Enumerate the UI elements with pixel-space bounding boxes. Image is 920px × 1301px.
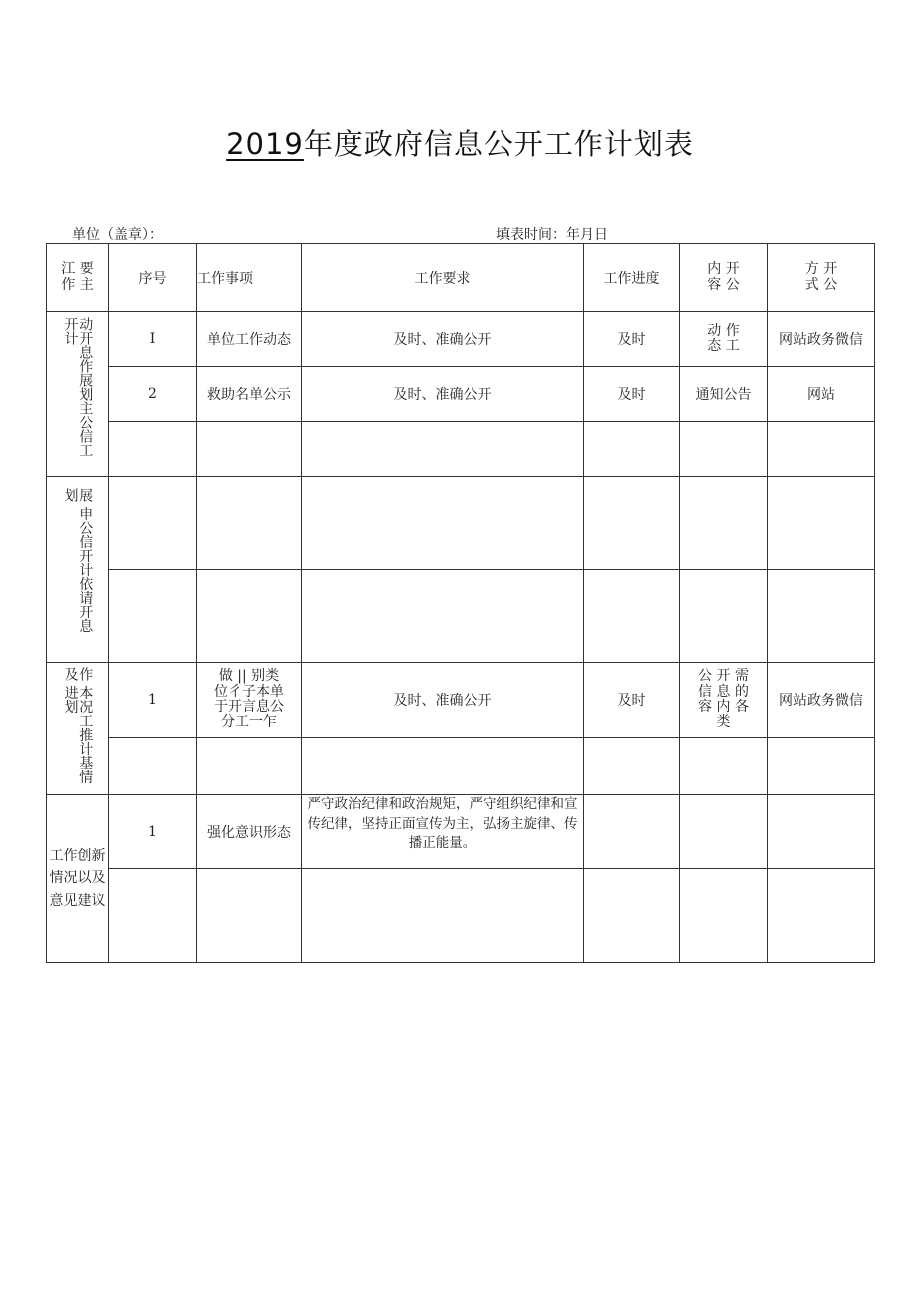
row-method: 网站政务微信 <box>768 663 875 738</box>
page-title <box>0 122 920 163</box>
row-seq: I <box>109 312 197 367</box>
row-progress: 及时 <box>584 367 680 422</box>
row-requirement: 及时、准确公开 <box>302 312 584 367</box>
date-label: 填表时间：年月日 <box>496 227 608 243</box>
row-method: 网站 <box>768 367 875 422</box>
row-content: 动 作 态 工 <box>680 312 768 367</box>
row-method: 网站政务微信 <box>768 312 875 367</box>
row-seq: 1 <box>109 795 197 869</box>
row-progress: 及时 <box>584 663 680 738</box>
table-row-empty <box>47 477 875 570</box>
section-2-category: 展 申公信开计依请开息 划 <box>47 477 109 663</box>
header-row <box>47 244 875 312</box>
row-content: 公 开 需 信 息 的 容 内 各 类 <box>680 663 768 738</box>
header-requirement: 工作要求 <box>302 244 584 312</box>
title-year: 2019 <box>226 127 304 161</box>
header-content: 内 开 容 公 <box>680 244 768 312</box>
row-content: 通知公告 <box>680 367 768 422</box>
row-requirement: 及时、准确公开 <box>302 663 584 738</box>
section-3-category: 作 本况工推计基情及 进划 <box>47 663 109 795</box>
section-1-category: 动开息作展划主公信工开计 <box>47 312 109 477</box>
table-row-empty <box>47 738 875 795</box>
row-seq: 1 <box>109 663 197 738</box>
table-row-empty <box>47 570 875 663</box>
table-row <box>47 312 875 367</box>
row-item: 救助名单公示 <box>197 367 302 422</box>
table-row <box>47 795 875 869</box>
table-row-empty <box>47 422 875 477</box>
header-seq: 序号 <box>109 244 197 312</box>
row-requirement: 及时、准确公开 <box>302 367 584 422</box>
header-method: 方 开 式 公 <box>768 244 875 312</box>
row-requirement: 严守政治纪律和政治规矩，严守组织纪律和宣传纪律，坚持正面宣传为主，弘扬主旋律、传播正能量。 <box>302 795 584 869</box>
row-item: 单位工作动态 <box>197 312 302 367</box>
header-category: 江 要 作 主 <box>47 244 109 312</box>
plan-table <box>46 243 875 963</box>
table-row-empty <box>47 869 875 963</box>
row-item: 强化意识形态 <box>197 795 302 869</box>
row-progress: 及时 <box>584 312 680 367</box>
section-4-category: 工作创新情况以及意见建议 <box>47 795 109 963</box>
table-row <box>47 663 875 738</box>
row-seq: 2 <box>109 367 197 422</box>
header-item: 工作事项 <box>197 244 302 312</box>
row-item: 做 || 别类 位彳子本单 于开言息公 分工一乍 <box>197 663 302 738</box>
header-progress: 工作进度 <box>584 244 680 312</box>
unit-label: 单位（盖章）： <box>72 227 163 243</box>
title-text: 年度政府信息公开工作计划表 <box>303 127 694 161</box>
table-row <box>47 367 875 422</box>
